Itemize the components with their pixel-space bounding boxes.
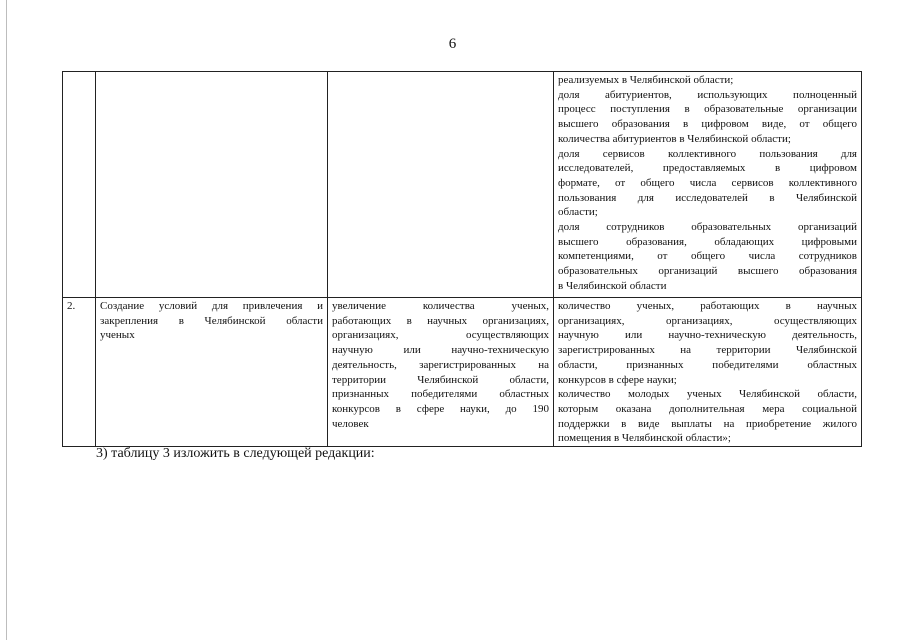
document-table: [62, 71, 862, 447]
page-number: 6: [448, 36, 457, 52]
row2-task-line: закрепления в Челябинской области: [100, 314, 323, 327]
row1-number-cell: [63, 72, 96, 298]
row1-indicators-cell: [554, 72, 862, 298]
row2-indicator-line: поддержки в виде выплаты на приобретение жилого: [558, 417, 857, 430]
row2-result-line: организациях, осуществляющих: [332, 329, 549, 342]
row2-task-line: ученых: [100, 329, 135, 342]
row1-indicator-line: пользования для исследователей в Челябинской: [558, 191, 857, 204]
row2-indicator-line: количество молодых ученых Челябинской области,: [558, 388, 857, 401]
row1-indicator-line: доля абитуриентов, использующих полноценный: [558, 88, 857, 101]
row1-indicator-line: процесс поступления в образовательные организации: [558, 103, 857, 116]
row1-task-cell: [96, 72, 328, 298]
row1-indicator-line: доля сотрудников образовательных организаций: [558, 221, 857, 234]
row2-indicator-line: помещения в Челябинской области»;: [558, 432, 731, 445]
row1-indicator-line: компетенциями, от общего числа сотрудников: [558, 250, 857, 263]
row1-result-cell: [328, 72, 554, 298]
amendment-paragraph: 3) таблицу 3 изложить в следующей редакции:: [96, 446, 375, 461]
row2-result-line: работающих в научных организациях,: [332, 314, 549, 327]
row2-indicator-line: конкурсов в сфере науки;: [558, 373, 677, 386]
row2-indicator-line: зарегистрированных на территории Челябинской: [558, 344, 857, 357]
row2-task-line: Создание условий для привлечения и: [100, 300, 323, 312]
row2-indicator-line: организациях, организациях, осуществляющих: [558, 314, 857, 327]
table-row: [63, 298, 862, 447]
row2-number-cell: 2.: [63, 298, 96, 447]
row2-indicator-line: которым оказана дополнительная мера социальной: [558, 402, 857, 415]
row2-task-cell: [96, 298, 328, 447]
row2-result-cell: [328, 298, 554, 447]
row1-indicator-line: реализуемых в Челябинской области;: [558, 74, 734, 86]
row1-indicator-line: исследователей, предоставляемых в цифровом: [558, 162, 857, 175]
table-row: [63, 72, 862, 298]
row2-result-line: деятельность, зарегистрированных на: [332, 358, 549, 371]
row2-result-line: конкурсов в сфере науки, до 190: [332, 402, 549, 415]
row2-indicator-line: научную или научно-техническую деятельность,: [558, 329, 857, 342]
page-edge-line: [6, 0, 7, 640]
row2-result-line: увеличение количества ученых,: [332, 300, 549, 312]
row1-indicator-line: формате, от общего числа сервисов коллективного: [558, 176, 857, 189]
row1-indicator-line: области;: [558, 206, 598, 219]
row1-indicator-line: образовательных организаций высшего образования: [558, 265, 857, 278]
row1-indicator-line: в Челябинской области: [558, 279, 667, 292]
row2-indicator-line: количество ученых, работающих в научных: [558, 300, 857, 312]
row1-indicator-line: доля сервисов коллективного пользования для: [558, 147, 857, 160]
row2-result-line: человек: [332, 417, 369, 430]
row1-indicator-line: количества абитуриентов в Челябинской области;: [558, 132, 791, 145]
row2-result-line: научную или научно-техническую: [332, 344, 549, 357]
row1-indicator-line: высшего образования, обладающих цифровыми: [558, 235, 857, 248]
row2-result-line: территории Челябинской области,: [332, 373, 549, 386]
row1-indicator-line: высшего образования в цифровом виде, от общего: [558, 118, 857, 131]
row2-indicators-cell: [554, 298, 862, 447]
row2-indicator-line: области, признанных победителями областных: [558, 358, 857, 371]
row2-result-line: признанных победителями областных: [332, 388, 549, 401]
